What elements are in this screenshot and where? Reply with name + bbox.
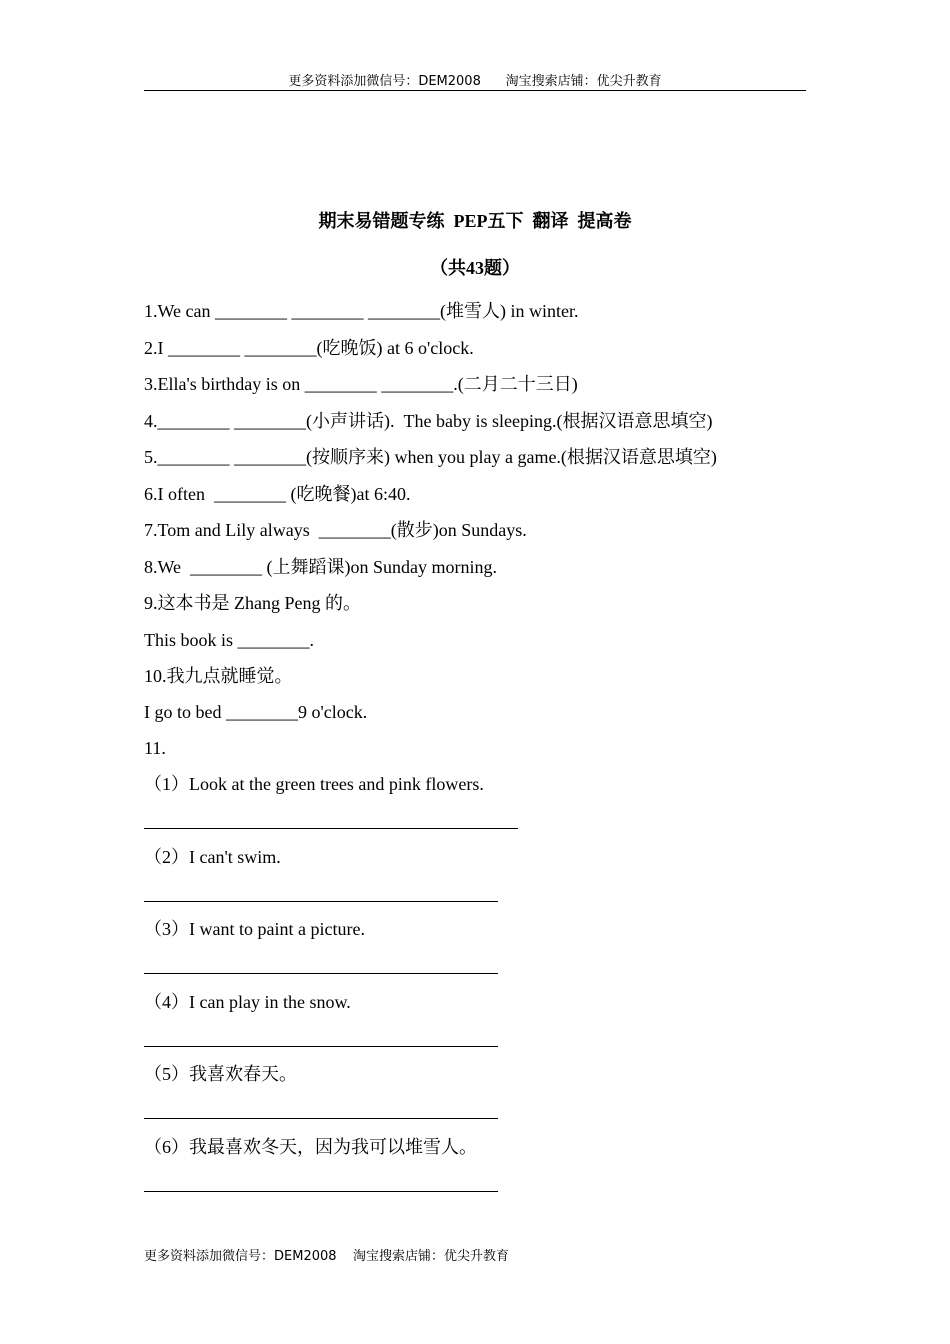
question-9-blank: This book is ________. — [144, 630, 315, 650]
q11-item-3: （3）I want to paint a picture. — [144, 919, 365, 939]
q11-item-5: （5）我喜欢春天。 — [144, 1064, 297, 1084]
answer-line-2[interactable] — [144, 901, 498, 902]
answer-line-4[interactable] — [144, 1046, 498, 1047]
q11-item-2: （2）I can't swim. — [144, 847, 281, 867]
answer-line-3[interactable] — [144, 973, 498, 974]
question-7: 7.Tom and Lily always ________(散步)on Sundays. — [144, 520, 527, 540]
question-1: 1.We can ________ ________ ________(堆雪人) in winter. — [144, 301, 579, 321]
question-10-blank: I go to bed ________9 o'clock. — [144, 702, 368, 722]
question-3: 3.Ella's birthday is on ________ ________.(二月二十三日) — [144, 374, 578, 394]
question-6: 6.I often ________ (吃晚餐)at 6:40. — [144, 484, 411, 504]
answer-line-6[interactable] — [144, 1191, 498, 1192]
q11-item-4: （4）I can play in the snow. — [144, 992, 351, 1012]
answer-line-5[interactable] — [144, 1118, 498, 1119]
answer-line-1[interactable] — [144, 828, 518, 829]
q11-item-6: （6）我最喜欢冬天，因为我可以堆雪人。 — [144, 1137, 477, 1157]
question-10-prompt: 10.我九点就睡觉。 — [144, 666, 293, 686]
worksheet-title: 期末易错题专练 PEP五下 翻译 提高卷 — [318, 211, 632, 231]
question-9-prompt: 9.这本书是 Zhang Peng 的。 — [144, 593, 361, 613]
question-2: 2.I ________ ________(吃晚饭) at 6 o'clock. — [144, 338, 474, 358]
question-8: 8.We ________ (上舞蹈课)on Sunday morning. — [144, 557, 498, 577]
page-footer-text: 更多资料添加微信号：DEM2008 淘宝搜索店铺：优尖升教育 — [144, 1249, 510, 1264]
header-divider — [144, 90, 806, 91]
question-5: 5.________ ________(按顺序来) when you play a game.(根据汉语意思填空) — [144, 447, 717, 467]
question-4: 4.________ ________(小声讲话). The baby is sleeping.(根据汉语意思填空) — [144, 411, 713, 431]
q11-item-1: （1）Look at the green trees and pink flowers. — [144, 774, 484, 794]
page-header-text: 更多资料添加微信号：DEM2008 淘宝搜索店铺：优尖升教育 — [288, 74, 662, 89]
question-11-number: 11. — [144, 738, 166, 758]
worksheet-subtitle: （共43题） — [430, 258, 520, 278]
